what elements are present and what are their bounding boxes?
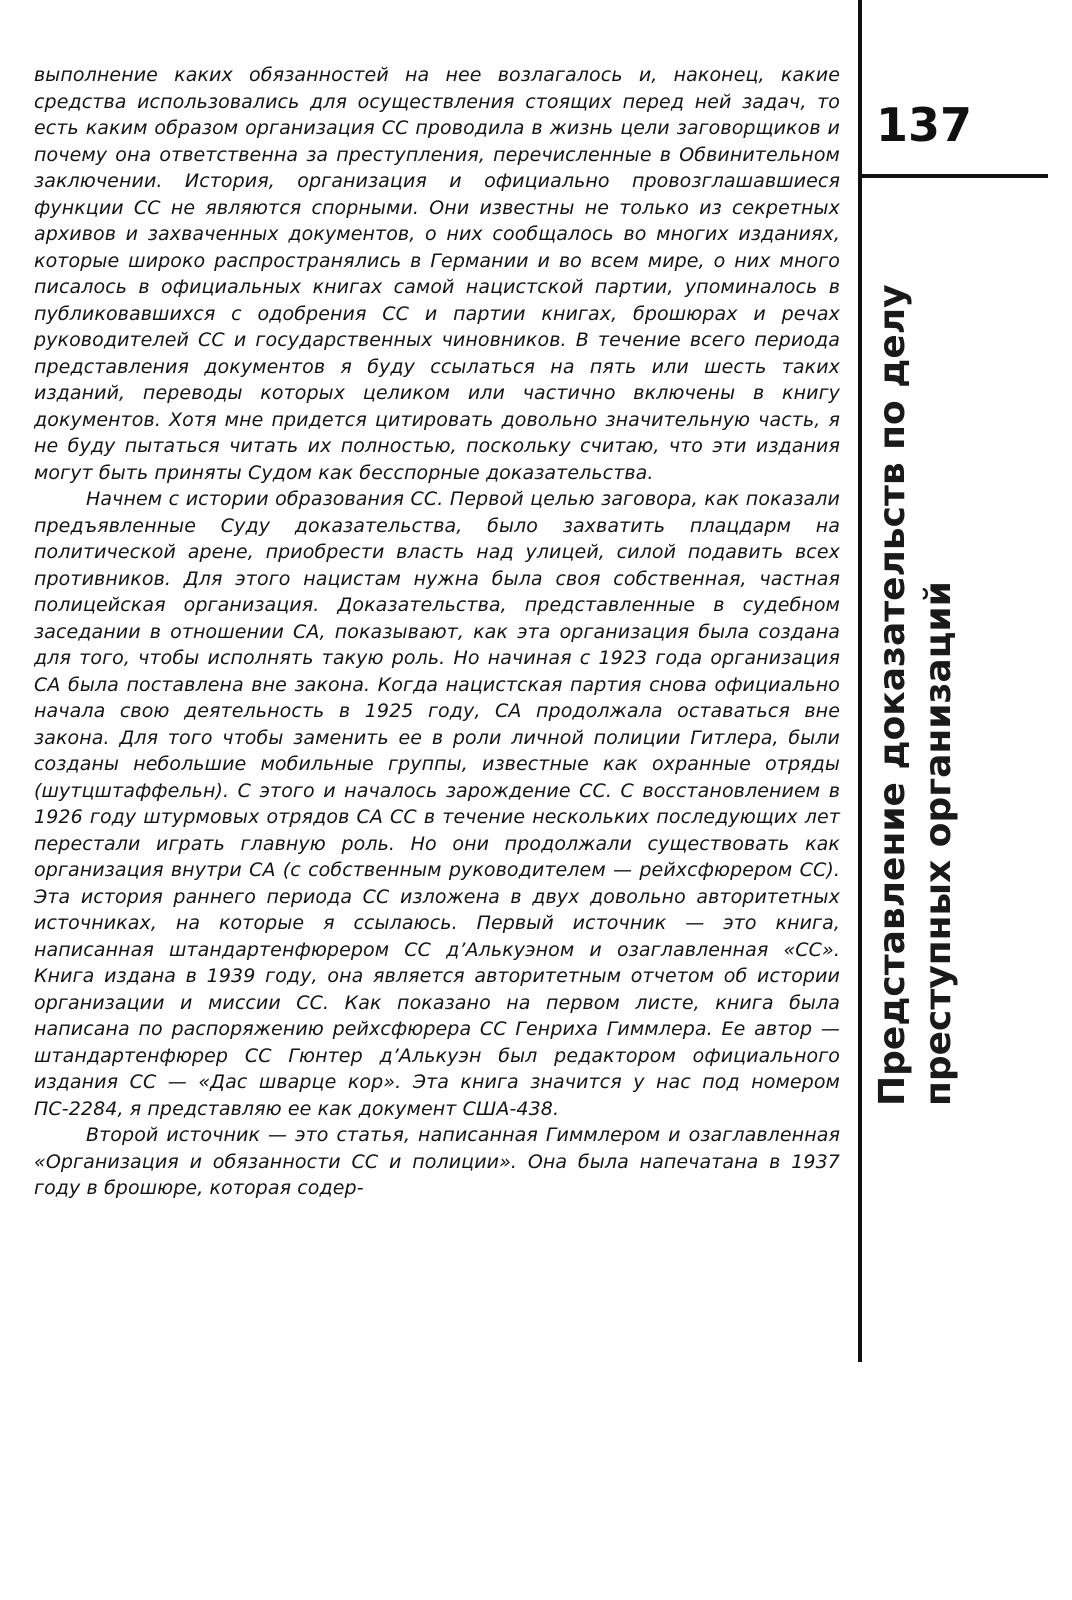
- paragraph-1: выполнение каких обязанностей на нее возлагалось и, наконец, какие средства использовались для осуществления стоящих перед ней задач, то есть каким образом организация СС проводила в жизнь цели заговорщиков и почему она ответственна за преступления, перечисленные в Обвинительном заключении. История, организация и официально провозглашавшиеся функции СС не являются спорными. Они известны не только из секретных архивов и захваченных документов, о них сообщалось во многих изданиях, которые широко распространялись в Германии и во всем мире, о них много писалось в официальных книгах самой нацистской партии, упоминалось в публиковавшихся с одобрения СС и партии книгах, брошюрах и речах руководителей СС и государственных чиновников. В течение всего периода представления документов я буду ссылаться на пять или шесть таких изданий, переводы которых целиком или частично включены в книгу документов. Хотя мне придется цитировать довольно значительную часть, я не буду пытаться читать их полностью, поскольку считаю, что эти издания могут быть приняты Судом как бесспорные доказательства.: [34, 64, 840, 484]
- horizontal-rule: [862, 174, 1048, 178]
- vertical-rule: [858, 0, 862, 1362]
- running-head-line-2: преступных организаций: [918, 581, 959, 1106]
- page-number: 137: [876, 98, 973, 152]
- paragraph-2: Начнем с истории образования СС. Первой целью заговора, как показали предъявленные Суду доказательства, было захватить плацдарм на политической арене, приобрести власть над улицей, силой подавить всех противников. Для этого нацистам нужна была своя собственная, частная полицейская организация. Доказательства, представленные в судебном заседании в отношении СА, показывают, как эта организация была создана для того, чтобы исполнять такую роль. Но начиная с 1923 года организация СА была поставлена вне закона. Когда нацистская партия снова официально начала свою деятельность в 1925 году, СА продолжала оставаться вне закона. Для того чтобы заменить ее в роли личной полиции Гитлера, были созданы небольшие мобильные группы, известные как охранные отряды (шутцштаффельн). С этого и началось зарождение СС. С восстановлением в 1926 году штурмовых отрядов СА СС в течение нескольких последующих лет перестали играть главную роль. Но они продолжали существовать как организация внутри СА (с собственным руководителем — рейхсфюрером СС). Эта история раннего периода СС изложена в двух довольно авторитетных источниках, на которые я ссылаюсь. Первый источник — это книга, написанная штандартенфюрером СС д’Алькуэном и озаглавленная «СС». Книга издана в 1939 году, она является авторитетным отчетом об истории организации и миссии СС. Как показано на первом листе, книга была написана по распоряжению рейхсфюрера СС Генриха Гиммлера. Ее автор — штандартенфюрер СС Гюнтер д’Алькуэн был редактором официального издания СС — «Дас шварце кор». Эта книга значится у нас под номером ПС-2284, я представляю ее как документ США-438.: [34, 488, 840, 1120]
- paragraph-3: Второй источник — это статья, написанная Гиммлером и озаглавленная «Организация и обязанности СС и полиции». Она была напечатана в 1937 году в брошюре, которая содер-: [34, 1124, 840, 1199]
- running-head: [870, 186, 962, 1106]
- main-text: [34, 62, 840, 1202]
- running-head-line-1: Представление доказательств по делу: [872, 284, 913, 1106]
